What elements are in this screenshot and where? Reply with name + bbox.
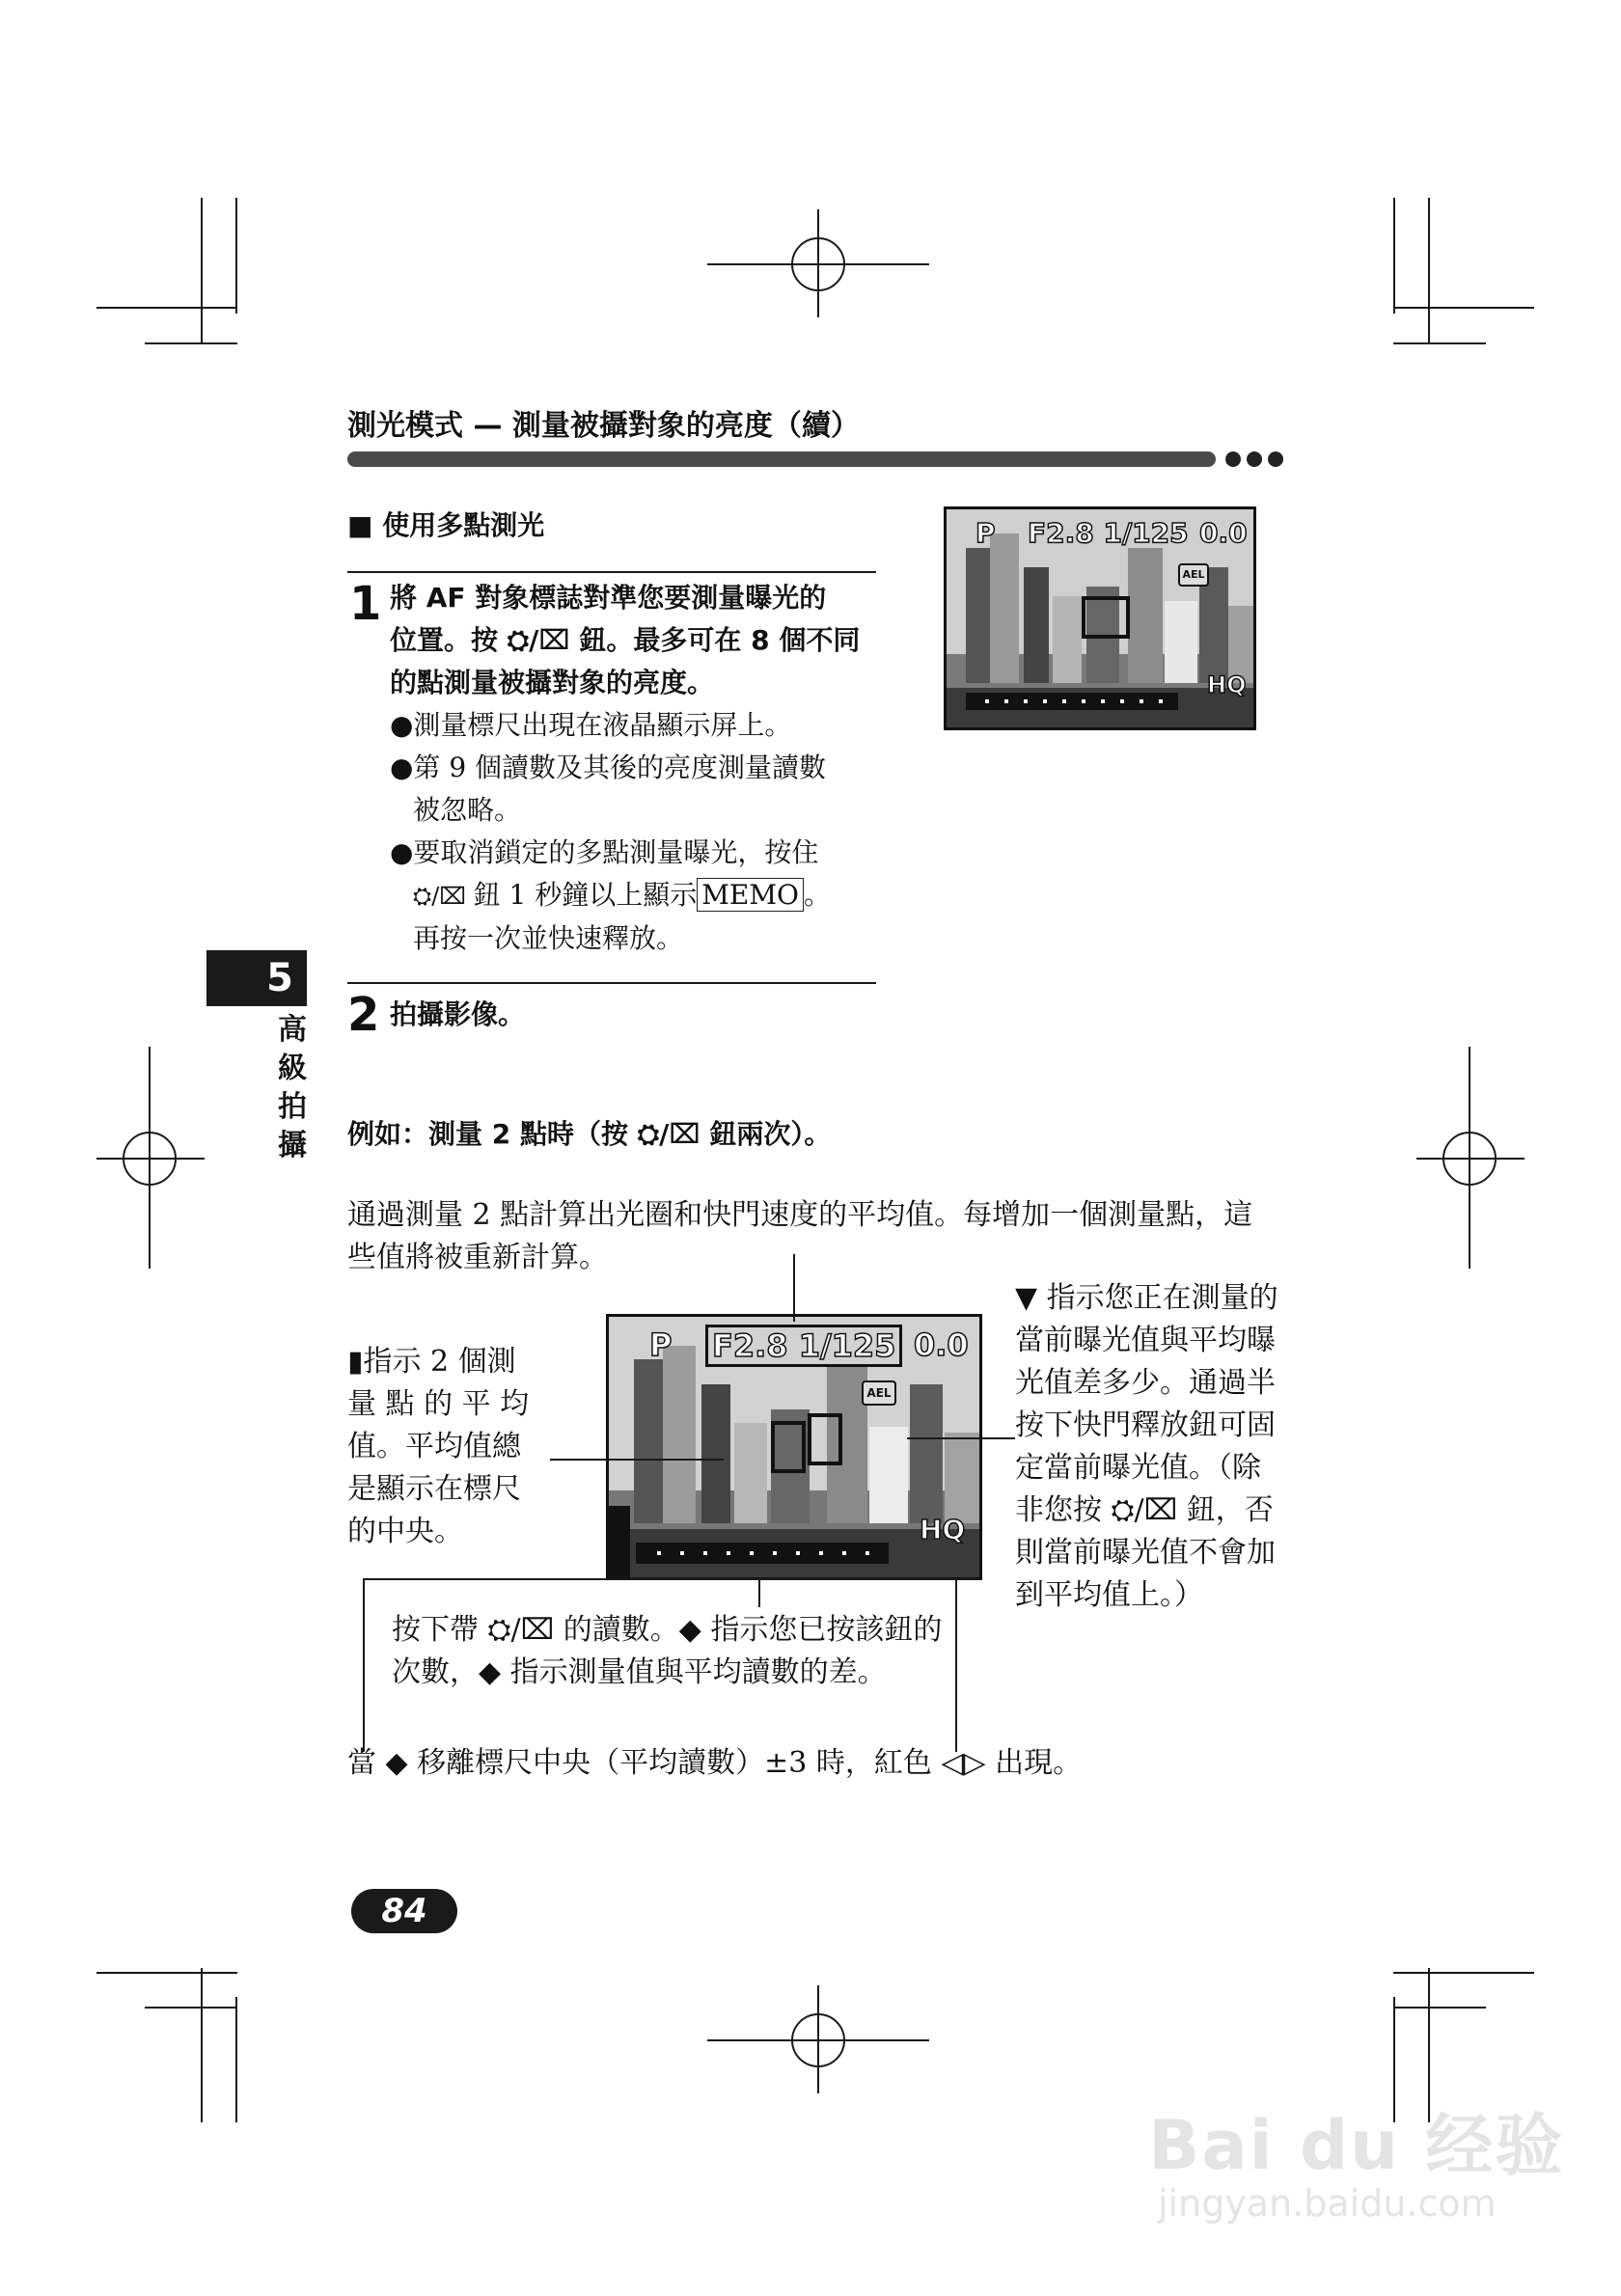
step-2-text: 拍攝影像。 (390, 998, 526, 1030)
annotation-line: ▼ 指示您正在測量的 (1015, 1281, 1278, 1315)
chapter-label-char: 拍 (278, 1090, 307, 1124)
bullet-item (390, 832, 892, 960)
bullet-item (390, 704, 892, 747)
metering-scale (636, 1543, 889, 1564)
ael-icon: AEL (862, 1380, 896, 1406)
lcd-mode: P (649, 1326, 673, 1363)
bullet-line: 再按一次並快速釋放。 (413, 922, 684, 954)
annotation-line: 光值差多少。通過半 (1015, 1366, 1276, 1400)
memo-indicator: MEMO (697, 878, 804, 912)
annotation-line: 當前曝光值與平均曝 (1015, 1324, 1276, 1357)
annotation-line: 非您按 ⛭/⌧ 鈕，否 (1015, 1493, 1274, 1527)
bullet-text: 鈕 1 秒鐘以上顯示 (473, 879, 698, 911)
af-target-mark (771, 1421, 806, 1473)
header-dot (1268, 451, 1283, 467)
af-target-mark (808, 1413, 842, 1465)
step-number: 2 (347, 988, 380, 1042)
annotation-bottom (392, 1609, 971, 1694)
chapter-label-char: 高 (278, 1013, 307, 1047)
lcd-exposure-comp: 0.0 (1199, 517, 1248, 549)
annotation-line: 量 點 的 平 均 (347, 1387, 530, 1421)
bullet-line: ●第 9 個讀數及其後的亮度測量讀數 (390, 752, 827, 783)
bullet-line: ●要取消鎖定的多點測量曝光，按住 (390, 836, 819, 868)
chapter-label-char: 級 (278, 1052, 307, 1085)
step-divider (347, 571, 876, 573)
chapter-label (275, 1011, 310, 1165)
step-1-bullets (390, 704, 892, 960)
bullet-line (390, 874, 892, 917)
camera-lcd-example (606, 1314, 982, 1580)
watermark-url: jingyan.baidu.com (1158, 2182, 1497, 2225)
ael-icon: AEL (1178, 563, 1209, 587)
lcd-quality: HQ (1207, 671, 1247, 698)
header-dot (1247, 451, 1262, 467)
step-1-line: 將 AF 對象標誌對準您要測量曝光的 (390, 582, 827, 614)
annotation-line: 的中央。 (347, 1515, 463, 1548)
annotation-line: ▮指示 2 個測 (347, 1345, 516, 1379)
scale-end-marker (609, 1506, 630, 1580)
header-dot (1225, 451, 1241, 467)
step-1-line: 位置。按 ⛭/⌧ 鈕。最多可在 8 個不同 (390, 624, 861, 656)
header-rule (347, 451, 1216, 467)
lcd-exposure-comp: 0.0 (914, 1326, 969, 1363)
bullet-punct: 。 (803, 879, 831, 911)
example-intro (347, 1194, 1293, 1279)
annotation-left (347, 1341, 540, 1553)
lcd-quality: HQ (920, 1514, 966, 1545)
sun-memo-button-icon: ⛭/⌧ (413, 883, 474, 910)
example-heading: 例如：測量 2 點時（按 ⛭/⌧ 鈕兩次）。 (347, 1118, 832, 1150)
bullet-line: 被忽略。 (413, 794, 522, 826)
annotation-line: 定當前曝光值。（除 (1015, 1451, 1261, 1485)
lcd-mode: P (975, 517, 996, 549)
metering-scale (966, 693, 1178, 710)
step-1-text (390, 577, 882, 704)
annotation-line: 按下快門釋放鈕可固 (1015, 1408, 1276, 1442)
page-header-title: 測光模式 — 測量被攝對象的亮度（續） (347, 409, 860, 443)
step-divider (347, 982, 876, 984)
annotation-line: 是顯示在標尺 (347, 1472, 521, 1506)
lcd-aperture-shutter: F2.8 1/125 (705, 1325, 902, 1367)
watermark-brand: Bai du 经验 (1148, 2106, 1565, 2185)
chapter-label-char: 攝 (278, 1129, 307, 1162)
chapter-tab: 5 (206, 950, 307, 1006)
camera-lcd-preview (944, 506, 1256, 730)
annotation-line: 值。平均值總 (347, 1430, 521, 1463)
annotation-line: 到平均值上。） (1015, 1578, 1203, 1612)
footer-note: 當 ◆ 移離標尺中央（平均讀數）±3 時，紅色 ◁▷ 出現。 (347, 1746, 1083, 1780)
annotation-right (1015, 1277, 1295, 1617)
annotation-line: 按下帶 ⛭/⌧ 的讀數。◆ 指示您已按該鈕的 (392, 1613, 943, 1647)
step-1-line: 的點測量被攝對象的亮度。 (390, 667, 715, 698)
bullet-item (390, 747, 892, 832)
bullet-line: ●測量標尺出現在液晶顯示屏上。 (390, 709, 792, 741)
lcd-aperture-shutter: F2.8 1/125 (1028, 517, 1189, 549)
annotation-line: 次數，◆ 指示測量值與平均讀數的差。 (392, 1655, 887, 1689)
page-number: 84 (351, 1889, 457, 1933)
intro-line: 通過測量 2 點計算出光圈和快門速度的平均值。每增加一個測量點，這 (347, 1198, 1253, 1232)
annotation-line: 則當前曝光值不會加 (1015, 1536, 1276, 1570)
section-heading: ■ 使用多點測光 (347, 509, 545, 541)
intro-line: 些值將被重新計算。 (347, 1241, 608, 1274)
af-target-mark (1082, 596, 1130, 639)
step-number: 1 (349, 577, 382, 631)
